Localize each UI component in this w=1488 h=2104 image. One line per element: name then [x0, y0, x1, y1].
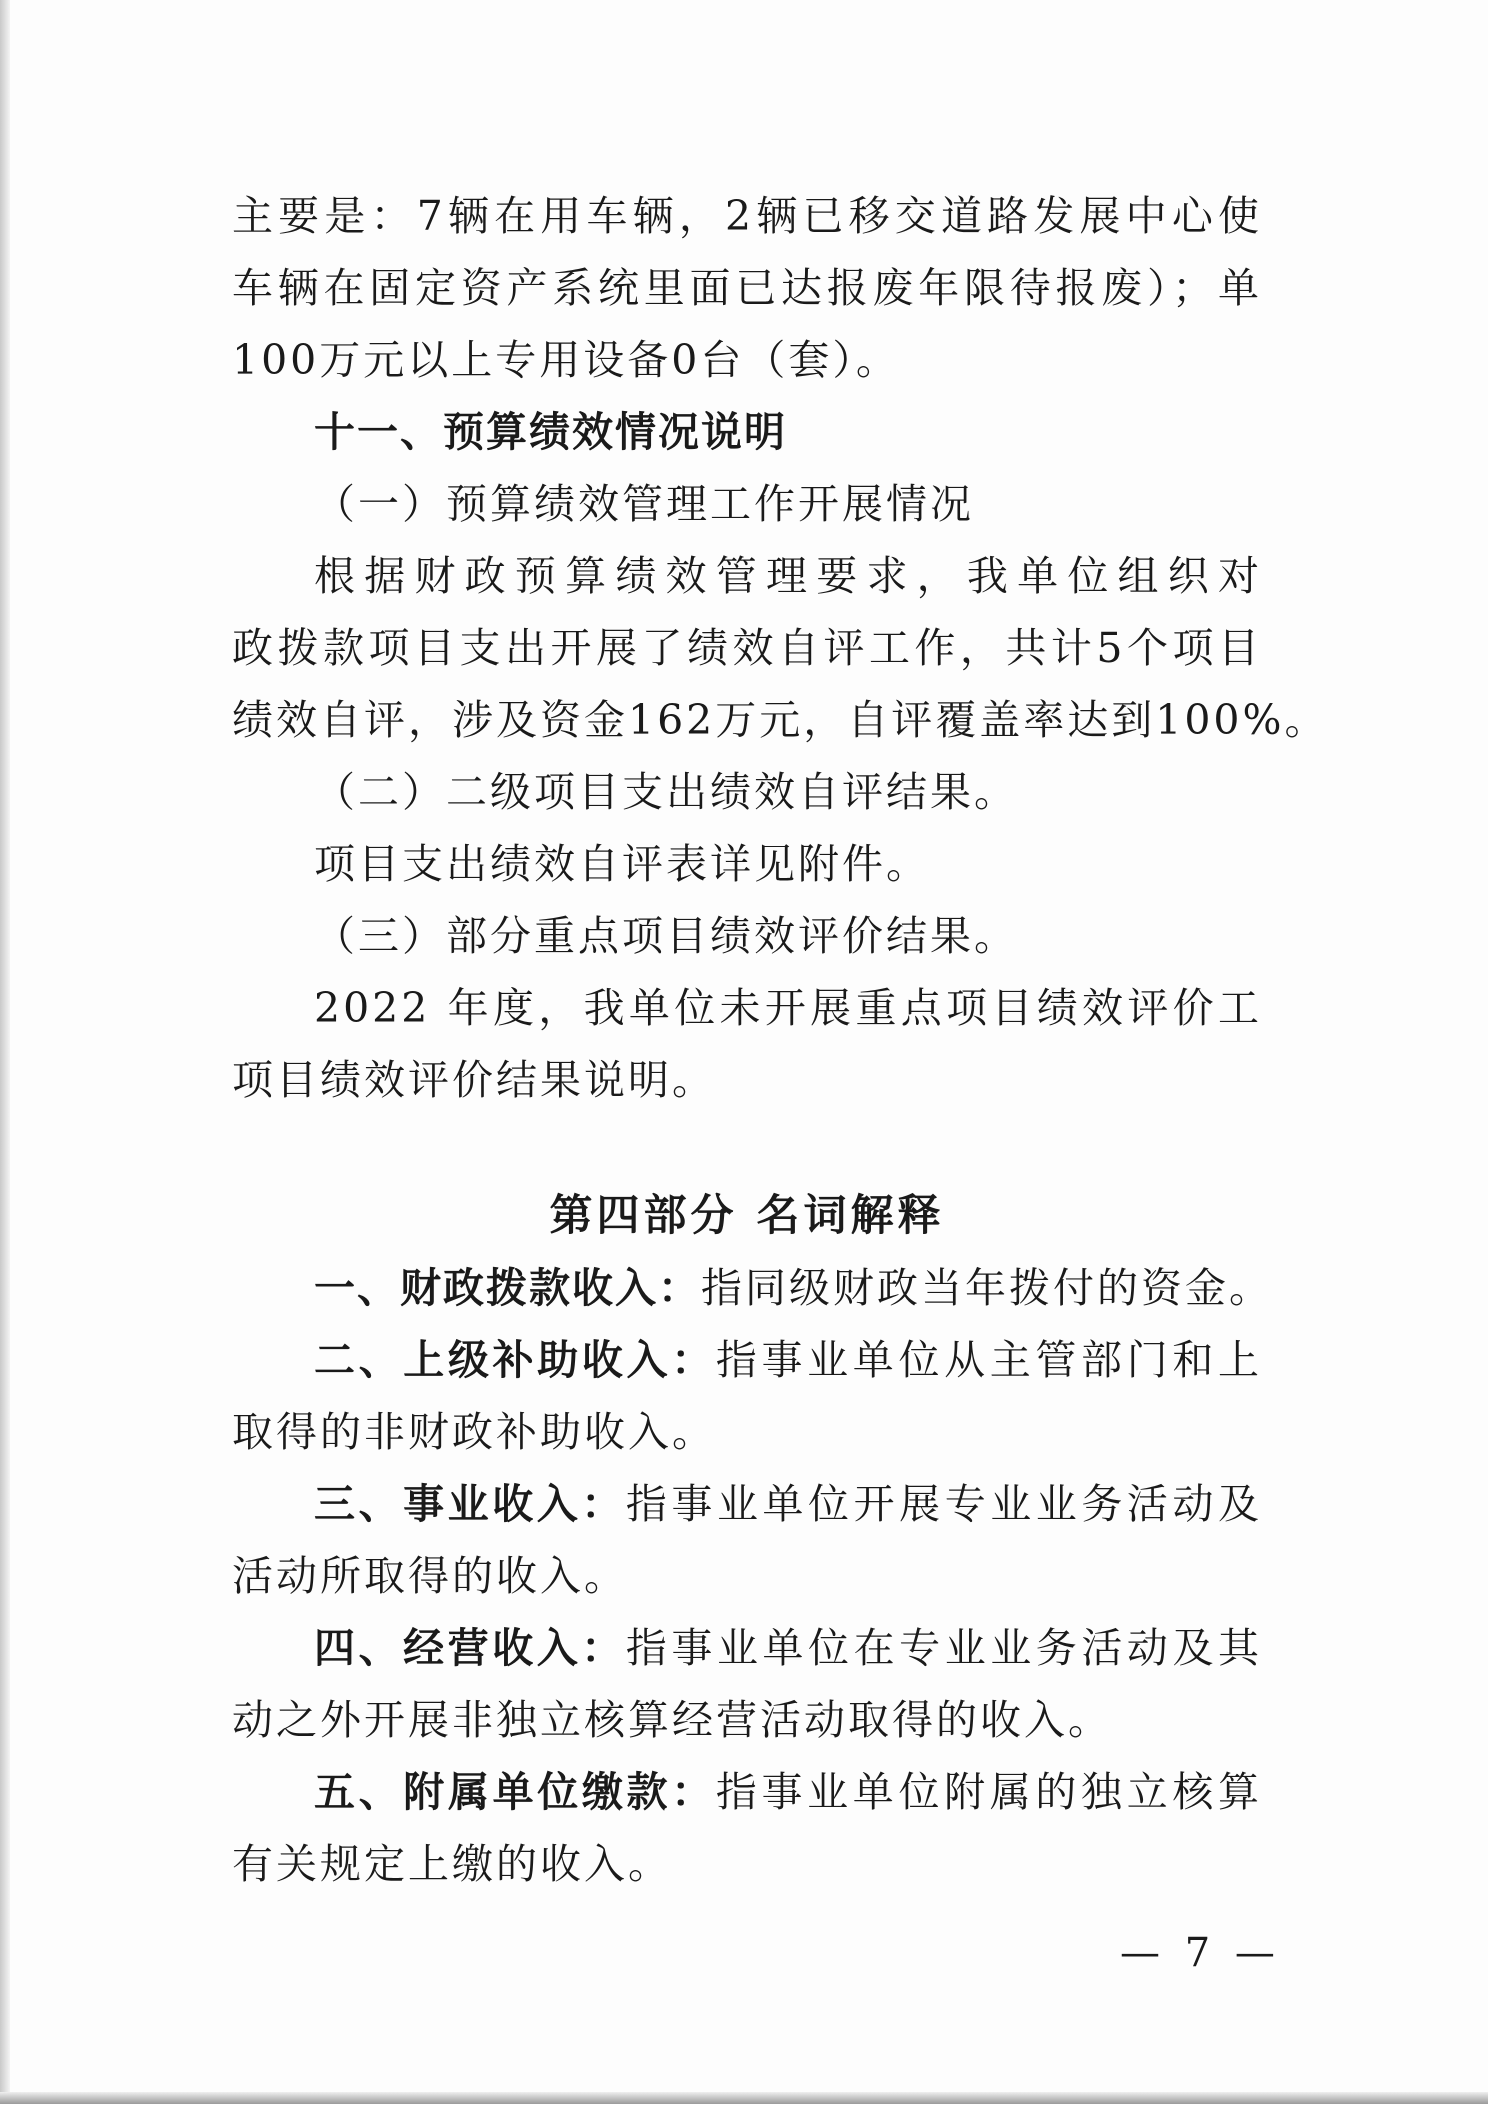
part-heading: 第四部分 名词解释: [549, 1191, 945, 1241]
paragraph-line: 根据财政预算绩效管理要求，我单位组织对: [314, 552, 1262, 600]
term-entry: [232, 1252, 1273, 1324]
subsection-title: （二）二级项目支出绩效自评结果。: [314, 768, 1018, 816]
term-definition: 指事业单位在专业业务活动及其: [625, 1624, 1262, 1672]
paragraph-line: 政拨款项目支出开展了绩效自评工作，共计5个项目: [232, 624, 1262, 672]
term-label: 三、事业收入：: [314, 1480, 626, 1528]
scan-bottom-edge: [0, 2092, 1488, 2104]
section-spacer: [232, 1116, 1262, 1180]
subsection-title: （三）部分重点项目绩效评价结果。: [314, 912, 1018, 960]
paragraph-line: 100万元以上专用设备0台（套）。: [232, 336, 900, 384]
scan-left-edge: [0, 0, 10, 2104]
subsection-title: （一）预算绩效管理工作开展情况: [314, 480, 974, 528]
paragraph-line: 绩效自评，涉及资金162万元，自评覆盖率达到100%。: [232, 696, 1329, 744]
paragraph-line: 项目绩效评价结果说明。: [232, 1056, 716, 1104]
paragraph-line: 2022 年度，我单位未开展重点项目绩效评价工: [314, 984, 1262, 1032]
section-title: 十一、预算绩效情况说明: [314, 408, 787, 456]
term-definition: 指同级财政当年拨付的资金。: [701, 1264, 1273, 1312]
term-entry: [232, 1324, 1262, 1396]
term-entry: [232, 1468, 1262, 1540]
term-definition-continued: 取得的非财政补助收入。: [232, 1408, 716, 1456]
term-definition-continued: 活动所取得的收入。: [232, 1552, 628, 1600]
term-definition-continued: 动之外开展非独立核算经营活动取得的收入。: [232, 1696, 1112, 1744]
term-label: 一、财政拨款收入：: [314, 1264, 701, 1312]
term-label: 五、附属单位缴款：: [314, 1768, 716, 1816]
paragraph-line: 车辆在固定资产系统里面已达报废年限待报废）；单: [232, 264, 1262, 312]
paragraph-line: 主要是：7辆在用车辆，2辆已移交道路发展中心使: [232, 192, 1262, 240]
term-entry: [232, 1756, 1262, 1828]
document-body: [232, 180, 1329, 1900]
term-definition: 指事业单位开展专业业务活动及: [625, 1480, 1262, 1528]
paragraph-line: 项目支出绩效自评表详见附件。: [314, 840, 930, 888]
term-label: 四、经营收入：: [314, 1624, 626, 1672]
term-label: 二、上级补助收入：: [314, 1336, 716, 1384]
term-entry: [232, 1612, 1262, 1684]
term-definition-continued: 有关规定上缴的收入。: [232, 1840, 672, 1888]
page-number: — 7 —: [1120, 1930, 1281, 1976]
term-definition: 指事业单位从主管部门和上: [715, 1336, 1262, 1384]
term-definition: 指事业单位附属的独立核算: [715, 1768, 1262, 1816]
